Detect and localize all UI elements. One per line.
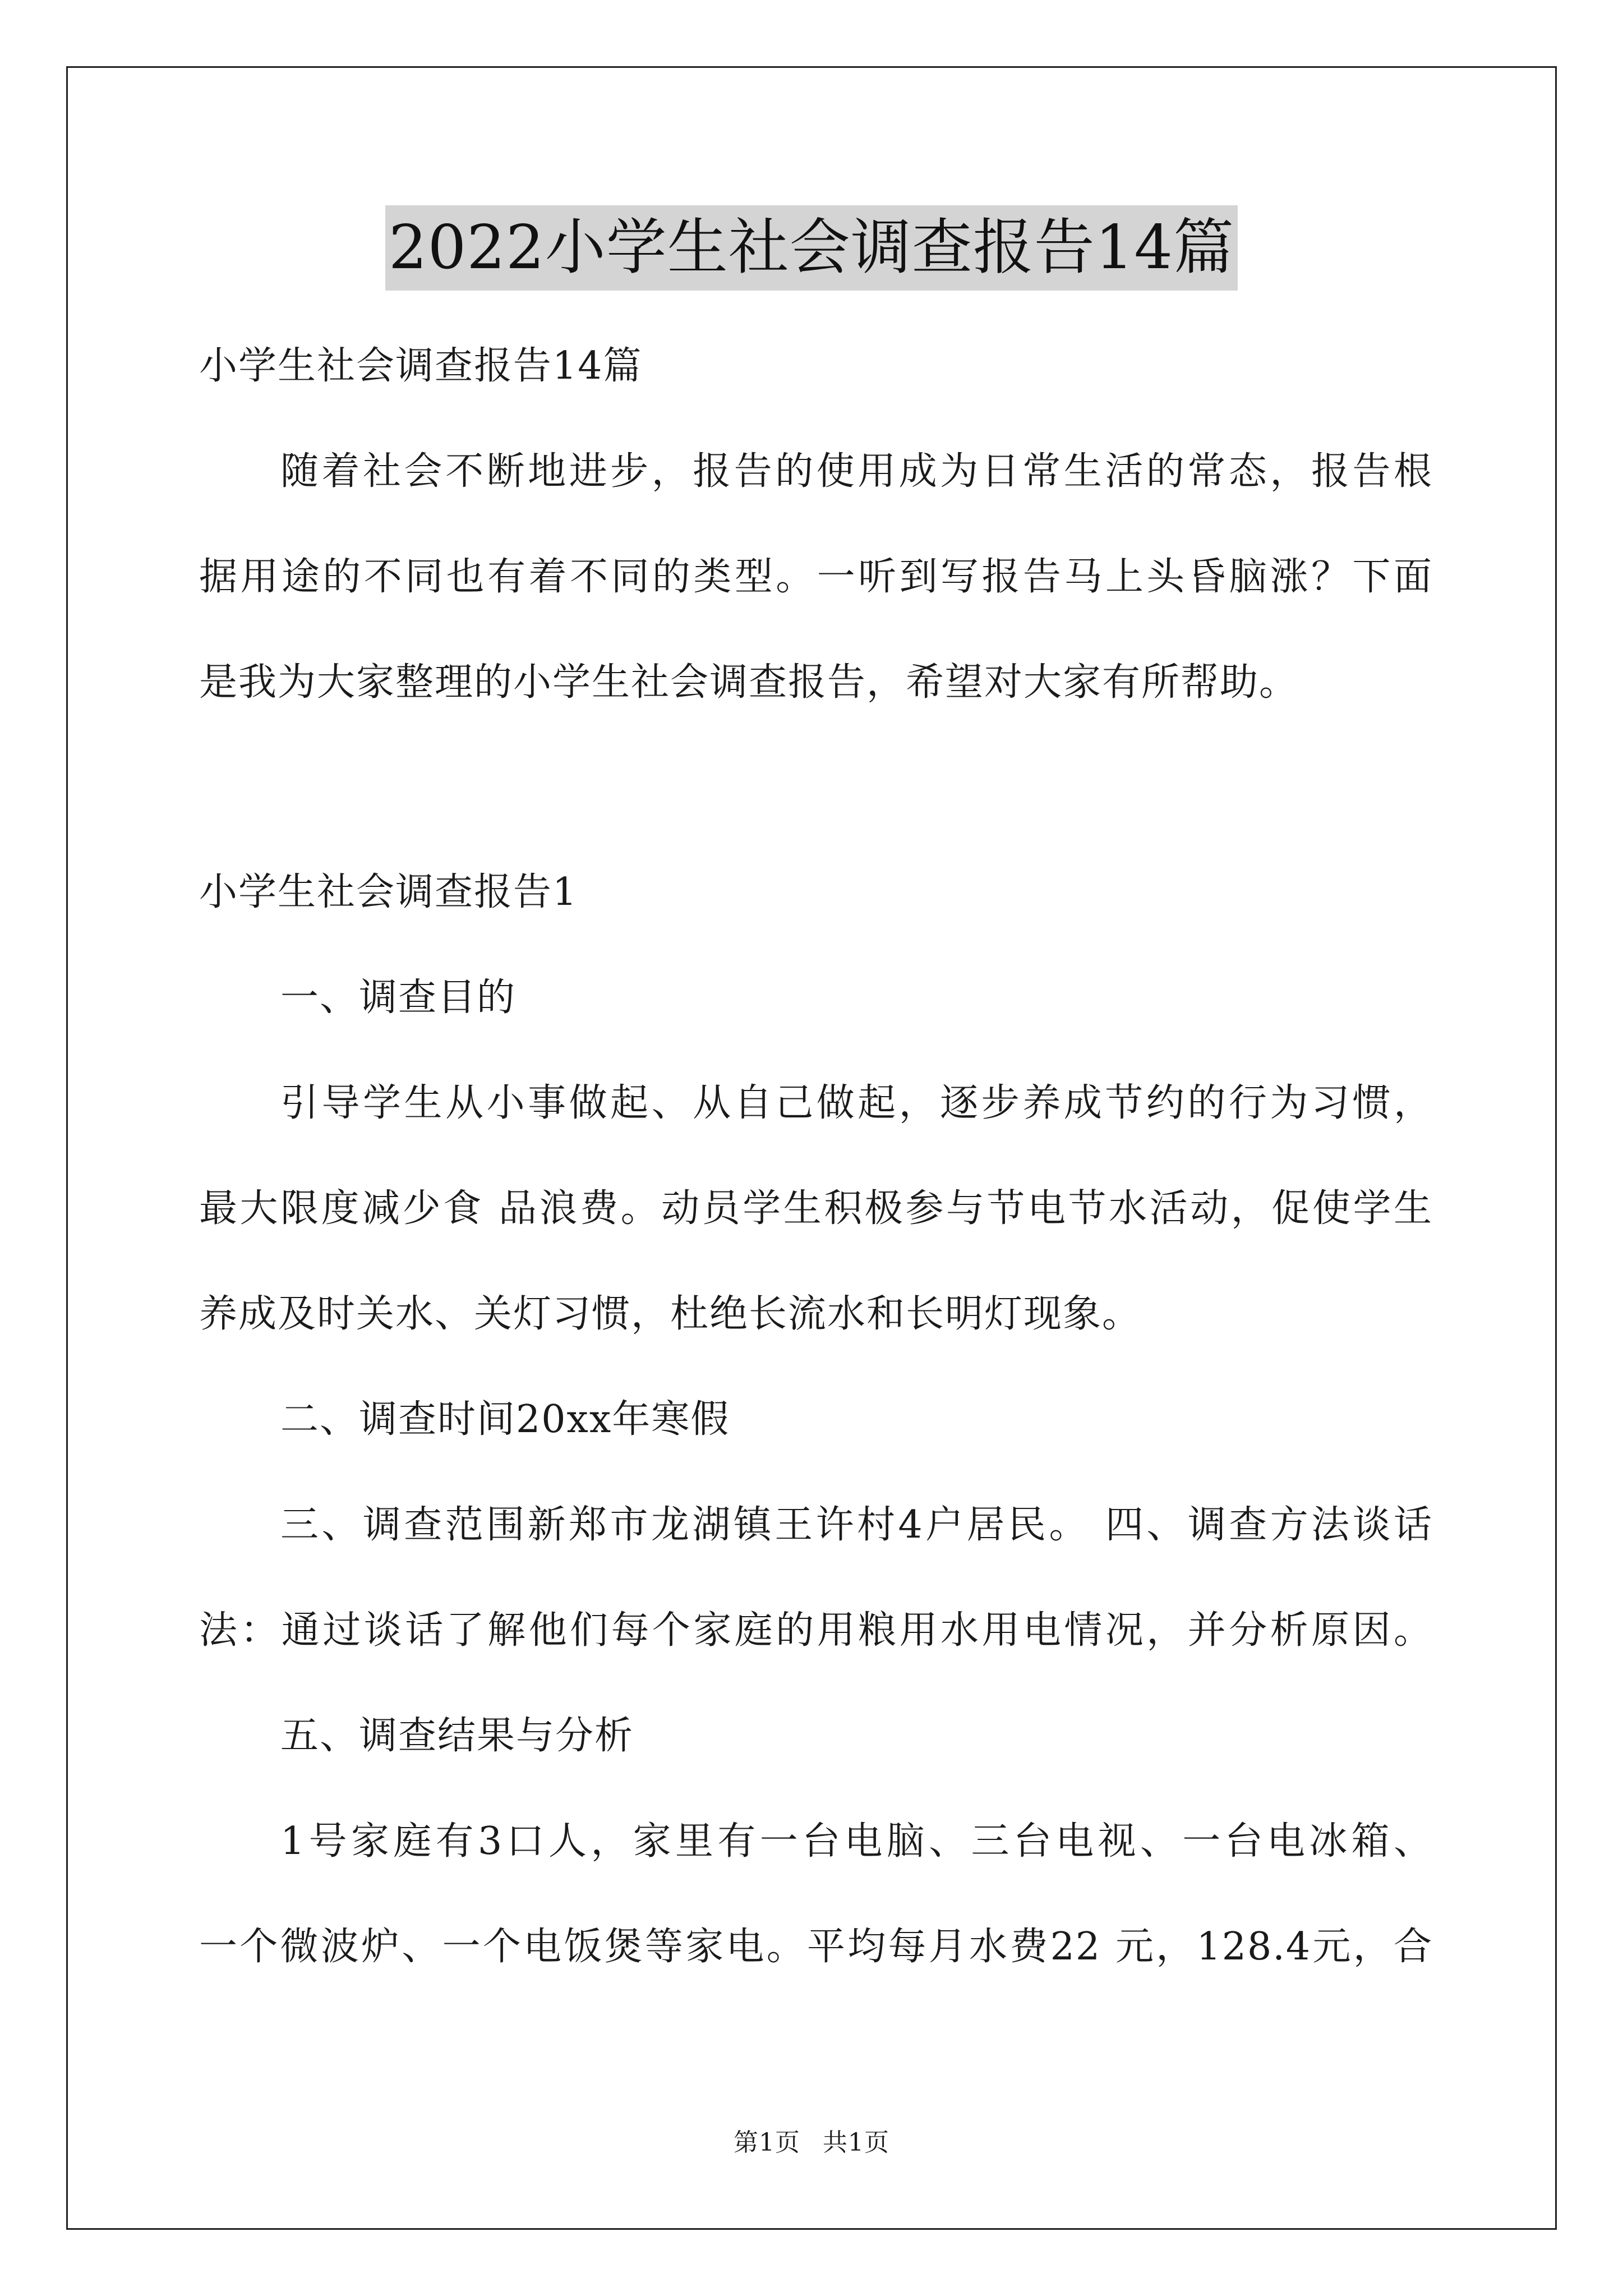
section-heading: 小学生社会调查报告1 — [199, 870, 578, 914]
paragraph-line: 养成及时关水、关灯习惯，杜绝长流水和长明灯现象。 — [199, 1292, 1142, 1336]
document-body — [199, 300, 1433, 1975]
paragraph-line: 引导学生从小事做起、从自己做起，逐步养成节约的行为习惯， — [280, 1081, 1433, 1125]
paragraph-line: 三、调查范围新郑市龙湖镇王许村4户居民。 四、调查方法谈话 — [280, 1503, 1433, 1547]
section-heading: 小学生社会调查报告14篇 — [199, 344, 643, 388]
paragraph-line: 1号家庭有3口人，家里有一台电脑、三台电视、一台电冰箱、 — [280, 1819, 1433, 1864]
paragraph-line: 一个微波炉、一个电饭煲等家电。平均每月水费22 元，128.4元，合 — [199, 1925, 1433, 1969]
paragraph-line: 是我为大家整理的小学生社会调查报告，希望对大家有所帮助。 — [199, 660, 1299, 705]
paragraph-line: 二、调查时间20xx年寒假 — [280, 1397, 730, 1442]
title-container — [0, 205, 1623, 291]
paragraph-line: 法：通过谈话了解他们每个家庭的用粮用水用电情况，并分析原因。 — [199, 1608, 1433, 1653]
paragraph-line: 五、调查结果与分析 — [280, 1714, 634, 1758]
document-title: 2022小学生社会调查报告14篇 — [385, 205, 1238, 291]
paragraph-line: 一、调查目的 — [280, 976, 517, 1020]
page-number-total: 共1页 — [823, 2128, 889, 2157]
page-footer — [0, 2126, 1623, 2160]
page-number-current: 第1页 — [734, 2128, 800, 2157]
paragraph-line: 最大限度减少食 品浪费。动员学生积极参与节电节水活动，促使学生 — [199, 1186, 1433, 1231]
paragraph-line: 随着社会不断地进步，报告的使用成为日常生活的常态，报告根 — [280, 449, 1433, 494]
paragraph-line: 据用途的不同也有着不同的类型。一听到写报告马上头昏脑涨？下面 — [199, 555, 1433, 599]
